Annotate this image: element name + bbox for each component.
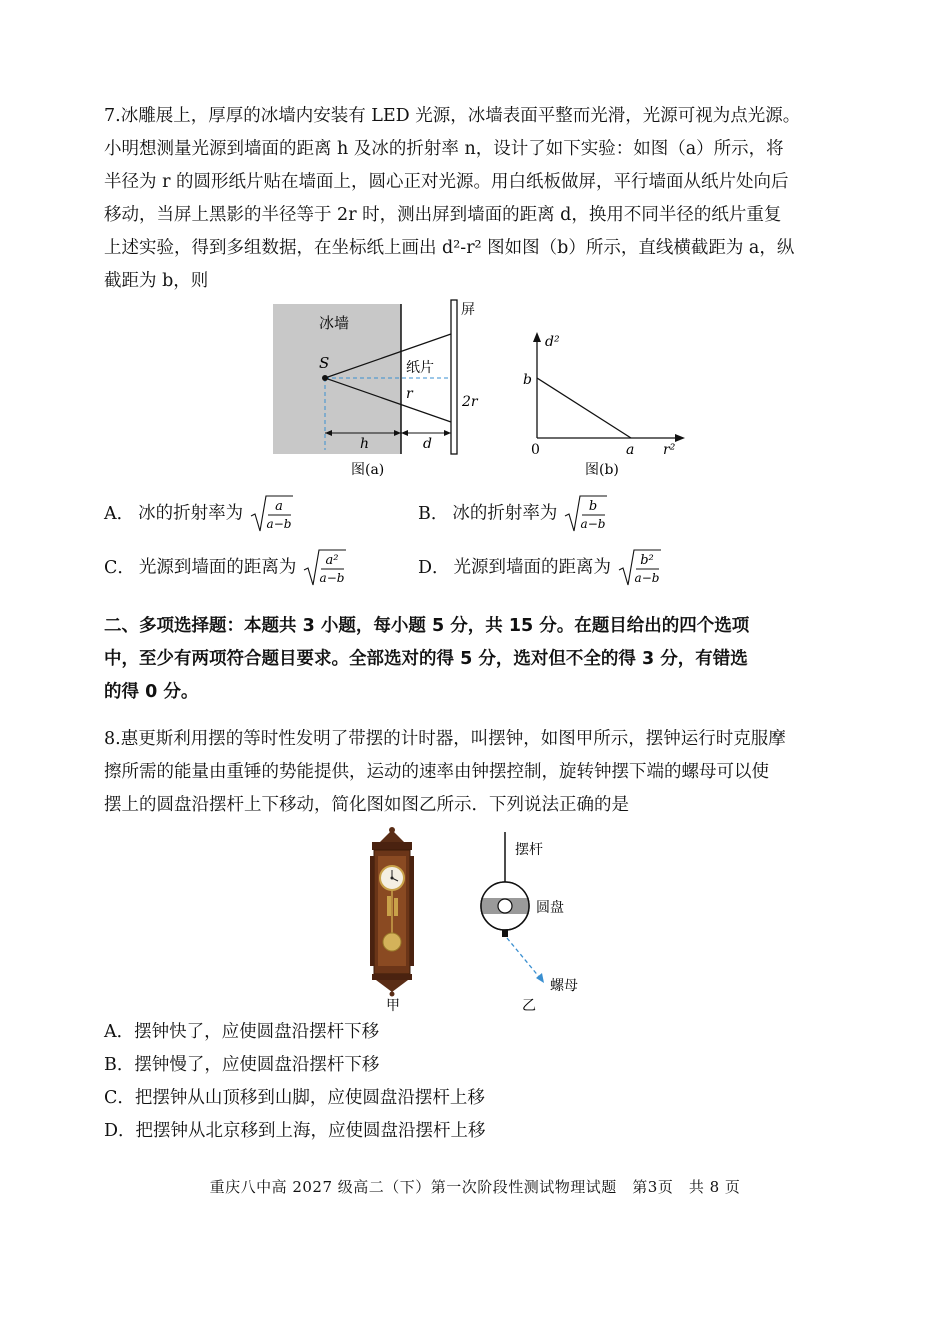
section-line: 中，至少有两项符合题目要求。全部选对的得 5 分，选对但不全的得 3 分，有错选 xyxy=(104,649,748,669)
figure-a xyxy=(265,296,495,480)
numerator: a² xyxy=(325,553,339,568)
q7-option-c xyxy=(104,548,346,588)
q7-line: 半径为 r 的圆形纸片贴在墙面上，圆心正对光源。用白纸板做屏，平行墙面从纸片处向后 xyxy=(104,172,789,192)
q8-option-c: C．把摆钟从山顶移到山脚，应使圆盘沿摆杆上移 xyxy=(104,1088,485,1108)
q8-option-a: A．摆钟快了，应使圆盘沿摆杆下移 xyxy=(104,1022,380,1042)
q7-line: 上述实验，得到多组数据，在坐标纸上画出 d²-r² 图如图（b）所示，直线横截距为 a，纵 xyxy=(104,238,795,258)
screen-label: 屏 xyxy=(461,302,475,318)
figure-caption-jia: 甲 xyxy=(386,998,400,1014)
section-line: 二、多项选择题：本题共 3 小题，每小题 5 分，共 15 分。在题目给出的四个选项 xyxy=(104,616,750,636)
light-source xyxy=(322,375,328,381)
figure-b-caption: 图(b) xyxy=(585,462,619,478)
q7-option-b xyxy=(418,494,607,534)
section-2-heading xyxy=(104,610,849,709)
question-7 xyxy=(104,100,849,298)
h-label: h xyxy=(360,436,370,452)
d-label: d xyxy=(423,436,432,452)
sqrt-expression xyxy=(563,494,607,534)
option-letter: A． xyxy=(104,503,135,524)
sqrt-expression xyxy=(302,548,346,588)
disc-label: 圆盘 xyxy=(536,900,564,916)
option-letter: D． xyxy=(418,557,450,578)
rod-label: 摆杆 xyxy=(515,842,543,858)
pendulum-figure xyxy=(360,826,600,1016)
q7-line: 7.冰雕展上，厚厚的冰墙内安装有 LED 光源，冰墙表面平整而光滑，光源可视为点光源。 xyxy=(104,106,801,126)
two-r-label: 2r xyxy=(462,394,478,410)
option-text: 光源到墙面的距离为 xyxy=(138,557,297,578)
numerator: a xyxy=(274,499,283,514)
numerator: b² xyxy=(639,553,654,568)
figure-a-caption: 图(a) xyxy=(351,462,385,478)
wall-label: 冰墙 xyxy=(319,314,350,332)
origin-label: 0 xyxy=(531,442,540,458)
sqrt-expression xyxy=(249,494,293,534)
nut-label: 螺母 xyxy=(550,978,578,994)
page-footer: 重庆八中高 2027 级高二（下）第一次阶段性测试物理试题 第3页 共 8 页 xyxy=(209,1178,741,1196)
pendulum-clock-illustration xyxy=(370,827,414,997)
option-text: 光源到墙面的距离为 xyxy=(453,557,612,578)
y-axis-label: d² xyxy=(545,334,560,350)
q7-option-a xyxy=(104,494,293,534)
denominator: a−b xyxy=(634,571,660,585)
graph-line xyxy=(537,378,631,438)
option-text: 冰的折射率为 xyxy=(138,503,244,524)
question-8 xyxy=(104,723,849,822)
option-letter: B． xyxy=(418,503,449,524)
denominator: a−b xyxy=(266,517,292,531)
a-intercept-label: a xyxy=(626,442,635,458)
option-text: 冰的折射率为 xyxy=(452,503,558,524)
section-line: 的得 0 分。 xyxy=(104,682,199,702)
r-label: r xyxy=(406,386,413,402)
q7-option-d xyxy=(418,548,661,588)
q8-line: 摆上的圆盘沿摆杆上下移动，简化图如图乙所示．下列说法正确的是 xyxy=(104,795,629,815)
pendulum-diagram xyxy=(481,832,578,1014)
q8-line: 擦所需的能量由重锤的势能提供，运动的速率由钟摆控制，旋转钟摆下端的螺母可以使 xyxy=(104,762,769,782)
source-label: S xyxy=(319,354,330,372)
q7-line: 移动，当屏上黑影的半径等于 2r 时，测出屏到墙面的距离 d，换用不同半径的纸片重复 xyxy=(104,205,782,225)
sqrt-expression xyxy=(617,548,661,588)
q7-line: 截距为 b，则 xyxy=(104,271,209,291)
q8-options xyxy=(104,1016,849,1148)
screen xyxy=(451,300,457,454)
paper-label: 纸片 xyxy=(406,360,434,376)
q8-option-d: D．把摆钟从北京移到上海，应使圆盘沿摆杆上移 xyxy=(104,1121,486,1141)
q7-line: 小明想测量光源到墙面的距离 h 及冰的折射率 n，设计了如下实验：如图（a）所示，将 xyxy=(104,139,784,159)
q8-line: 8.惠更斯利用摆的等时性发明了带摆的计时器，叫摆钟，如图甲所示，摆钟运行时克服摩 xyxy=(104,729,786,749)
numerator: b xyxy=(588,499,598,514)
figure-caption-yi: 乙 xyxy=(522,998,536,1014)
x-axis-label: r² xyxy=(663,442,676,458)
b-intercept-label: b xyxy=(523,372,532,388)
denominator: a−b xyxy=(319,571,345,585)
option-letter: C． xyxy=(104,557,135,578)
nut xyxy=(502,930,508,937)
denominator: a−b xyxy=(580,517,606,531)
figure-b xyxy=(515,326,695,480)
q8-option-b: B．摆钟慢了，应使圆盘沿摆杆下移 xyxy=(104,1055,380,1075)
